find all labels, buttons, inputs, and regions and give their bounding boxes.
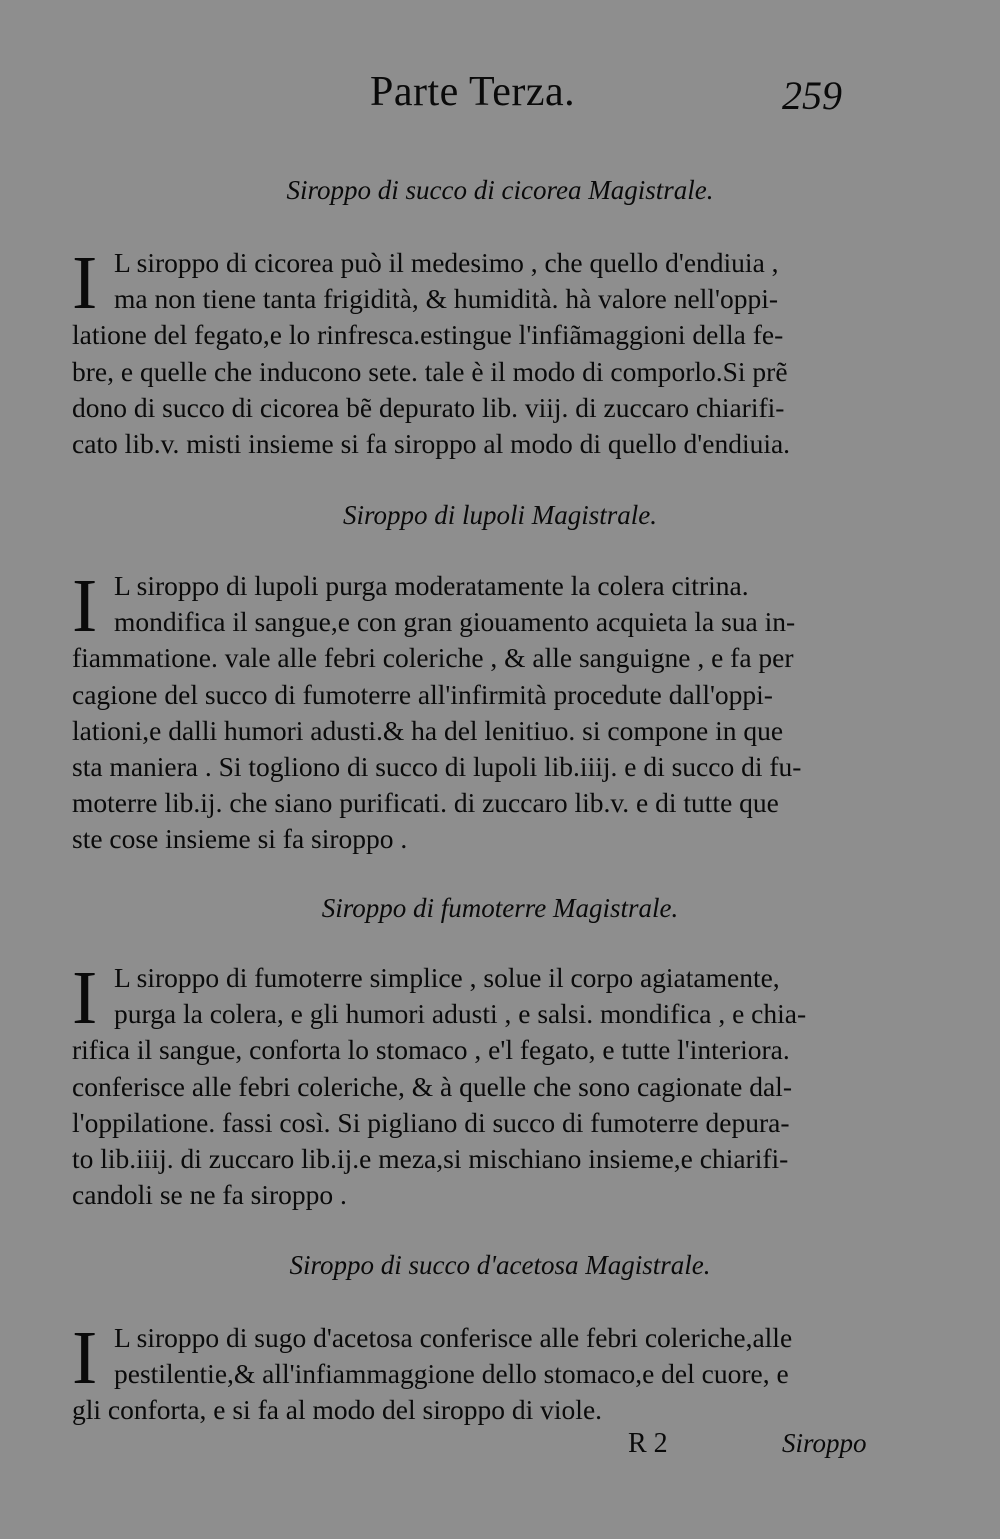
signature-mark: R 2 xyxy=(628,1428,668,1459)
catchword: Siroppo xyxy=(782,1428,867,1458)
text-line: sta maniera . Si togliono di succo di lupoli lib.iiij. e di succo di fu- xyxy=(72,750,802,782)
text-line: purga la colera, e gli humori adusti , e salsi. mondifica , e chia- xyxy=(114,998,807,1030)
text-line: conferisce alle febri coleriche, & à quelle che sono cagionate dal- xyxy=(72,1070,792,1102)
text-line: rifica il sangue, conforta lo stomaco , e'l fegato, e tutte l'interiora. xyxy=(72,1034,790,1066)
text-line: latione del fegato,e lo rinfresca.estingue l'infiãmaggioni della fe- xyxy=(72,319,784,351)
text-line: ma non tiene tanta frigidità, & humidità. hà valore nell'oppi- xyxy=(114,283,779,315)
section-title-fumoterre: Siroppo di fumoterre Magistrale. xyxy=(321,893,679,923)
page-number: 259 xyxy=(782,73,842,118)
text-line: cato lib.v. misti insieme si fa siroppo al modo di quello d'endiuia. xyxy=(72,427,791,459)
section-title-acetosa: Siroppo di succo d'acetosa Magistrale. xyxy=(289,1250,711,1280)
text-line: to lib.iiij. di zuccaro lib.ij.e meza,si mischiano insieme,e chiarifi- xyxy=(72,1142,789,1174)
paragraph-fumoterre xyxy=(72,956,932,1213)
page-footer xyxy=(0,1428,1000,1468)
drop-cap: I xyxy=(72,564,98,648)
text-line: l'oppilatione. fassi così. Si pigliano di succo di fumoterre depura- xyxy=(72,1106,790,1138)
running-title: Parte Terza. xyxy=(370,69,576,115)
page-header xyxy=(0,68,1000,128)
text-line: L siroppo di lupoli purga moderatamente la colera citrina. xyxy=(114,570,749,601)
text-line: gli conforta, e si fa al modo del siroppo di viole. xyxy=(72,1394,603,1426)
text-line: ste cose insieme si fa siroppo . xyxy=(72,823,408,855)
text-line: L siroppo di fumoterre simplice , solue il corpo agiatamente, xyxy=(114,962,780,993)
text-line: L siroppo di sugo d'acetosa conferisce alle febri coleriche,alle xyxy=(114,1322,793,1353)
paragraph-cicorea xyxy=(72,241,932,462)
section-title-lupoli: Siroppo di lupoli Magistrale. xyxy=(342,500,657,530)
text-line: bre, e quelle che inducono sete. tale è il modo di comporlo.Si prẽ xyxy=(72,355,788,387)
text-line: L siroppo di cicorea può il medesimo , che quello d'endiuia , xyxy=(114,247,779,278)
text-line: lationi,e dalli humori adusti.& ha del lenitiuo. si compone in que xyxy=(72,714,784,746)
text-line: dono di succo di cicorea bẽ depurato lib. viij. di zuccaro chiarifi- xyxy=(72,391,785,423)
drop-cap: I xyxy=(72,956,98,1040)
text-line: pestilentie,& all'infiammaggione dello stomaco,e del cuore, e xyxy=(114,1358,789,1390)
paragraph-acetosa xyxy=(72,1316,932,1429)
drop-cap: I xyxy=(72,1316,98,1400)
text-line: mondifica il sangue,e con gran giouamento acquieta la sua in- xyxy=(114,606,796,638)
text-line: cagione del succo di fumoterre all'infirmità procedute dall'oppi- xyxy=(72,678,773,710)
section-title-cicorea: Siroppo di succo di cicorea Magistrale. xyxy=(286,175,714,205)
text-line: moterre lib.ij. che siano purificati. di zuccaro lib.v. e di tutte que xyxy=(72,787,779,819)
paragraph-lupoli xyxy=(72,564,932,858)
text-line: candoli se ne fa siroppo . xyxy=(72,1179,347,1211)
text-line: fiammatione. vale alle febri coleriche , & alle sanguigne , e fa per xyxy=(72,642,794,674)
drop-cap: I xyxy=(72,241,98,325)
